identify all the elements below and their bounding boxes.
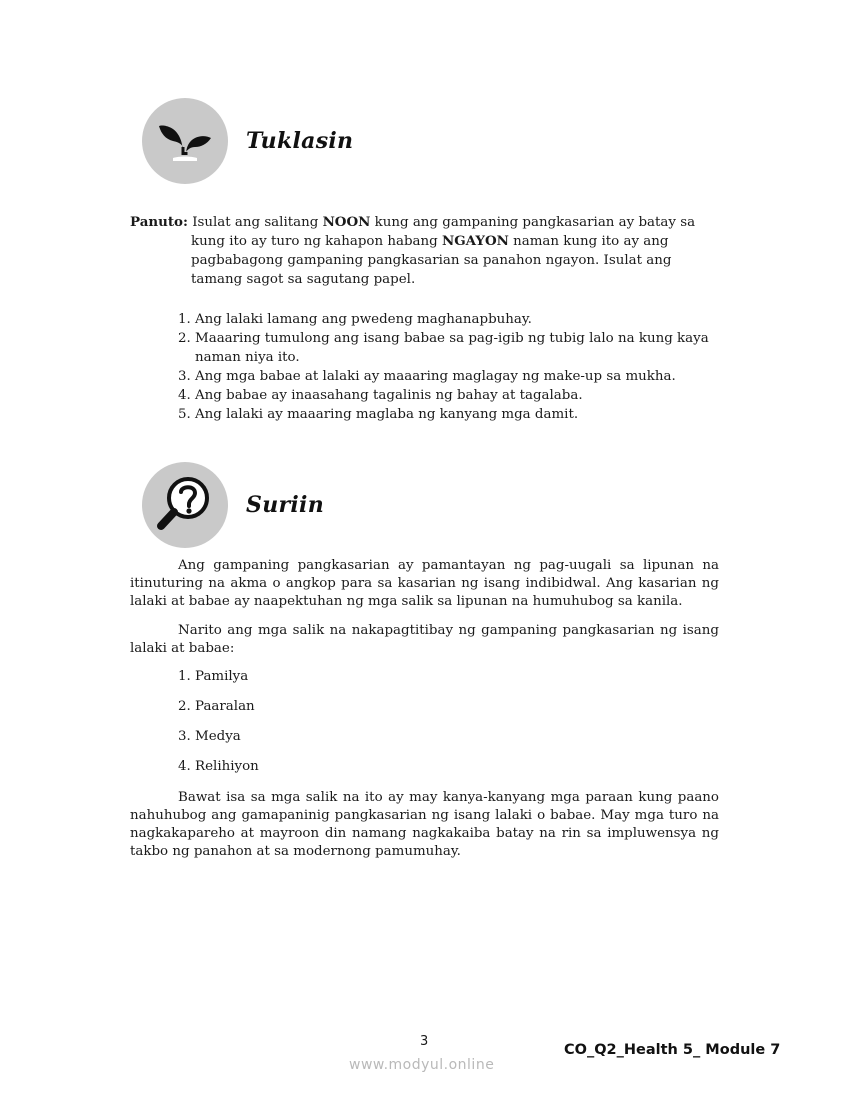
factor-item: 3. Medya: [178, 729, 241, 744]
watermark: www.modyul.online: [349, 1057, 495, 1073]
item-number: 1.: [178, 312, 191, 327]
list-item: [178, 405, 723, 424]
module-code: CO_Q2_Health 5_ Module 7: [564, 1042, 781, 1058]
section-title-suriin: Suriin: [246, 492, 324, 518]
list-item: [178, 310, 723, 329]
item-text: Ang lalaki lamang ang pwedeng maghanapbuhay.: [195, 312, 532, 327]
list-item: [178, 386, 723, 405]
instruction-label: Panuto:: [130, 214, 188, 230]
item-number: 4.: [178, 388, 191, 403]
activity-list: [178, 310, 723, 424]
list-item: [178, 329, 723, 367]
instruction-text: pagbabagong gampaning pangkasarian sa panahon ngayon. Isulat ang: [191, 253, 672, 268]
instruction: [130, 213, 730, 289]
page-number: 3: [420, 1034, 429, 1049]
factor-item: 2. Paaralan: [178, 699, 255, 714]
suriin-header: [142, 462, 324, 548]
item-text: naman niya ito.: [195, 350, 300, 365]
item-number: 5.: [178, 407, 191, 422]
item-text: Maaaring tumulong ang isang babae sa pag-igib ng tubig lalo na kung kaya: [195, 331, 709, 346]
instruction-text: kung ito ay turo ng kahapon habang: [191, 234, 442, 249]
list-item: [178, 367, 723, 386]
factor-item: 4. Relihiyon: [178, 759, 259, 774]
seedling-icon: [142, 98, 228, 184]
paragraph: Bawat isa sa mga salik na ito ay may kanya-kanyang mga paraan kung paano nahuhubog ang gamapaninig pangkasarian ng isang lalaki o babae. May mga turo na nagkakapareho at mayroon din namang nagkakaiba batay na rin sa impluwensya ng takbo ng panahon at sa modernong pamumuhay.: [130, 790, 719, 859]
item-text: Ang mga babae at lalaki ay maaaring maglagay ng make-up sa mukha.: [195, 369, 676, 384]
keyword-ngayon: NGAYON: [442, 233, 509, 249]
paragraph: Ang gampaning pangkasarian ay pamantayan ng pag-uugali sa lipunan na itinuturing na akma o angkop para sa kasarian ng isang indibidwal. Ang kasarian ng lalaki at babae ay naapektuhan ng mga salik sa lipunan na humuhubog sa kanila.: [130, 558, 719, 609]
magnifier-question-icon: [142, 462, 228, 548]
tuklasin-header: [142, 98, 353, 184]
instruction-text: tamang sagot sa sagutang papel.: [191, 272, 416, 287]
item-text: Ang babae ay inaasahang tagalinis ng bahay at tagalaba.: [195, 388, 583, 403]
instruction-text: Isulat ang salitang: [192, 215, 323, 230]
section-title-tuklasin: Tuklasin: [246, 128, 354, 154]
instruction-text: naman kung ito ay ang: [508, 234, 669, 249]
paragraph: Narito ang mga salik na nakapagtitibay ng gampaning pangkasarian ng isang lalaki at babae:: [130, 623, 719, 656]
item-number: 3.: [178, 369, 191, 384]
item-number: 2.: [178, 331, 191, 346]
item-text: Ang lalaki ay maaaring maglaba ng kanyang mga damit.: [195, 407, 579, 422]
instruction-text: kung ang gampaning pangkasarian ay batay sa: [370, 215, 696, 230]
factor-item: 1. Pamilya: [178, 669, 249, 684]
keyword-noon: NOON: [322, 214, 371, 230]
